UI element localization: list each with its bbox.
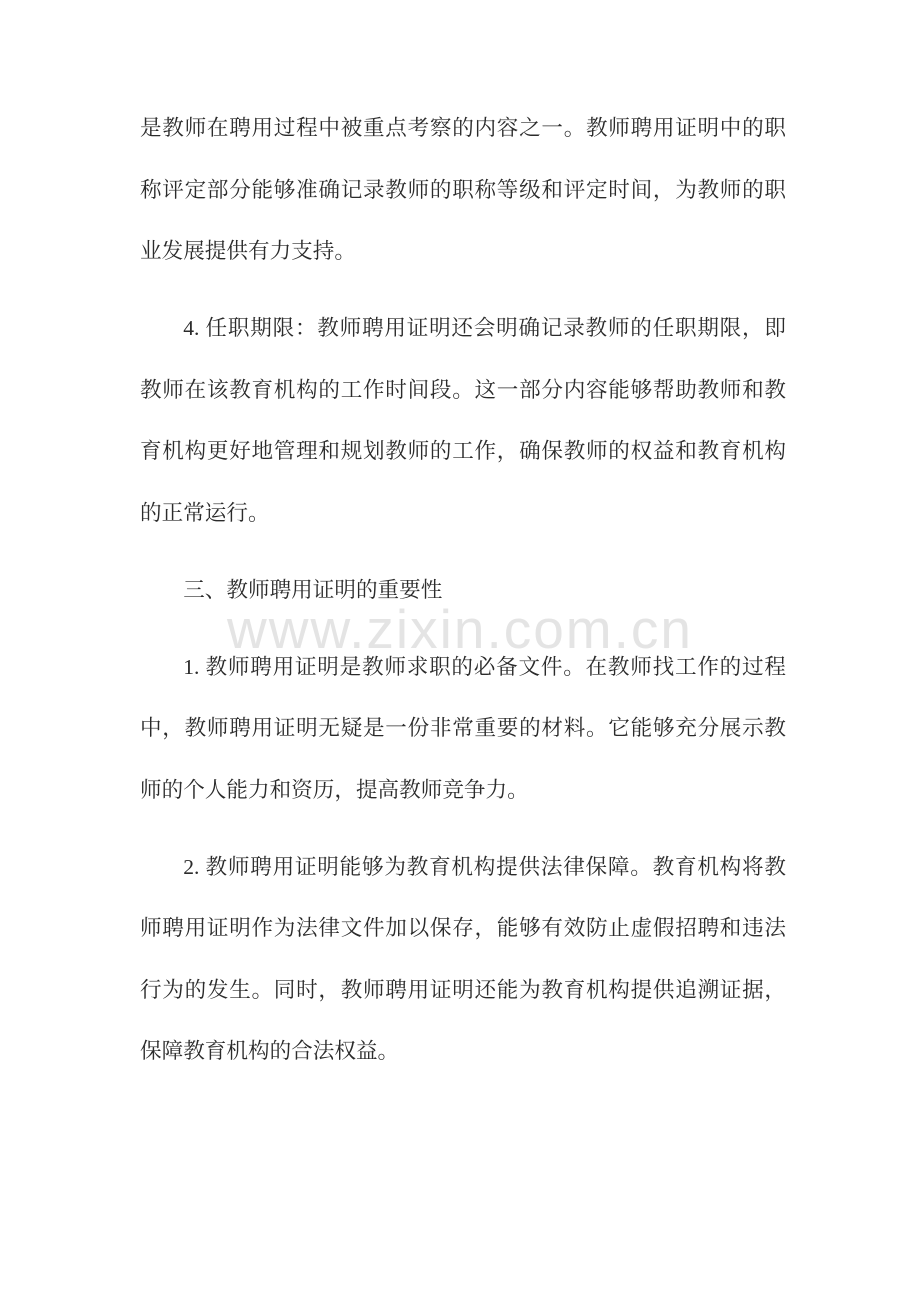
- paragraph-title-evaluation-continuation: 是教师在聘用过程中被重点考察的内容之一。教师聘用证明中的职称评定部分能够准确记录教师的职称等级和评定时间，为教师的职业发展提供有力支持。: [140, 116, 786, 263]
- paragraph-item-4-tenure-period: 4. 任职期限：教师聘用证明还会明确记录教师的任职期限，即教师在该教育机构的工作时间段。这一部分内容能够帮助教师和教育机构更好地管理和规划教师的工作，确保教师的权益和教育机构的正常运行。: [140, 316, 786, 525]
- watermark: www.zixin.com.cn: [227, 598, 693, 660]
- paragraph-item-1-job-seeking: 1. 教师聘用证明是教师求职的必备文件。在教师找工作的过程中，教师聘用证明无疑是一份非常重要的材料。它能够充分展示教师的个人能力和资历，提高教师竞争力。: [140, 654, 786, 802]
- paragraph-item-2-legal-protection: 2. 教师聘用证明能够为教育机构提供法律保障。教育机构将教师聘用证明作为法律文件加以保存，能够有效防止虚假招聘和违法行为的发生。同时，教师聘用证明还能为教育机构提供追溯证据，保障教育机构的合法权益。: [140, 854, 786, 1063]
- section-heading-importance: 三、教师聘用证明的重要性: [183, 577, 443, 602]
- document-page: [140, 98, 786, 1098]
